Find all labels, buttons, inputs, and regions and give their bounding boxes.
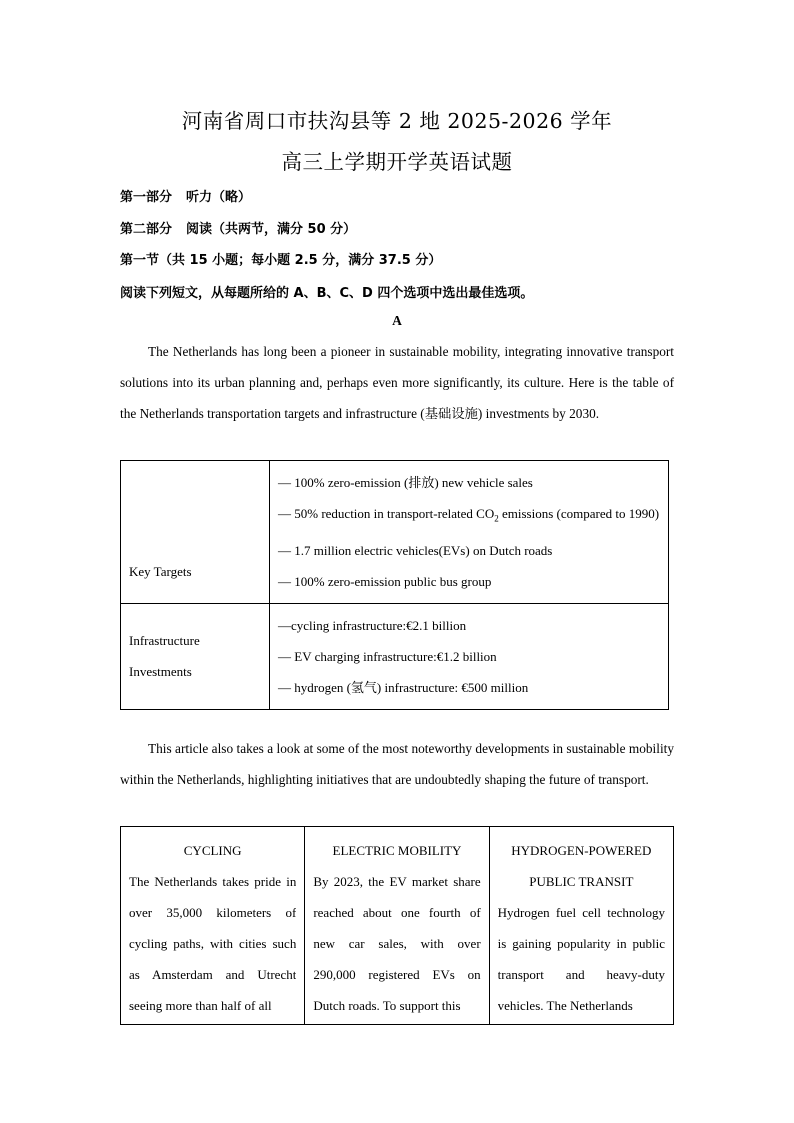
investment-item: — EV charging infrastructure:€1.2 billion (278, 648, 497, 664)
investment-item: —cycling infrastructure:€2.1 billion (278, 617, 467, 633)
investments-list (270, 603, 669, 709)
passage-label: A (392, 313, 402, 328)
column-text: The Netherlands takes pride in over 35,000 kilometers of cycling paths, with cities such as Amsterdam and Utrecht seeing more than half of all (129, 874, 297, 1013)
column-heading: CYCLING (183, 843, 242, 858)
hydrogen-transit-column (489, 827, 673, 1025)
target-item: — 100% zero-emission public bus group (278, 573, 492, 589)
part-one-heading (120, 186, 251, 205)
column-text: Hydrogen fuel cell technology is gaining popularity in public transport and heavy-duty vehicles. The Netherlands (497, 905, 665, 1013)
exam-title-line-1: 河南省周口市扶沟县等 2 地 2025-2026 学年 (181, 109, 613, 133)
target-item: — 1.7 million electric vehicles(EVs) on Dutch roads (278, 542, 553, 558)
exam-title-line-2: 高三上学期开学英语试题 (281, 150, 513, 174)
part-two-heading (120, 218, 356, 237)
section-one-heading: 第一节（共 15 小题；每小题 2.5 分，满分 37.5 分） (120, 253, 442, 268)
intro-paragraph: The Netherlands has long been a pioneer in sustainable mobility, integrating innovative transport solutions into its urban planning and, perhaps even more significantly, its culture. Here is the table of the Netherlands transportation targets and infrastructure (基础设施) investments by 2030. (120, 344, 674, 421)
key-targets-list (270, 461, 669, 604)
reading-instruction: 阅读下列短文，从每题所给的 A、B、C、D 四个选项中选出最佳选项。 (120, 286, 534, 301)
developments-table (120, 826, 674, 1025)
column-text: By 2023, the EV market share reached about one fourth of new car sales, with over 290,000 registered EVs on Dutch roads. To support this (313, 874, 481, 1013)
part-one-label: 第一部分 (120, 190, 173, 205)
targets-table (120, 460, 669, 710)
key-targets-row (121, 461, 669, 604)
electric-mobility-column (305, 827, 489, 1025)
part-one-text: 听力（略） (186, 190, 252, 205)
key-targets-label: Key Targets (121, 461, 270, 604)
target-item: — 50% reduction in transport-related $CO_2$ emissions (compared to 1990) (278, 506, 660, 524)
part-two-text: 阅读（共两节，满分 50 分） (186, 222, 357, 237)
second-paragraph: This article also takes a look at some of the most noteworthy developments in sustainable mobility within the Netherlands, highlighting initiatives that are undoubtedly shaping the future of transport. (120, 741, 674, 787)
investments-label: Infrastructure Investments (121, 603, 270, 709)
target-item: — 100% zero-emission (排放) new vehicle sales (278, 475, 533, 490)
cycling-column (121, 827, 305, 1025)
investments-row (121, 603, 669, 709)
column-heading: ELECTRIC MOBILITY (332, 843, 462, 858)
investment-item: — hydrogen (氢气) infrastructure: €500 million (278, 679, 529, 695)
column-heading: HYDROGEN-POWERED PUBLIC TRANSIT (511, 843, 652, 889)
part-two-label: 第二部分 (120, 222, 173, 237)
